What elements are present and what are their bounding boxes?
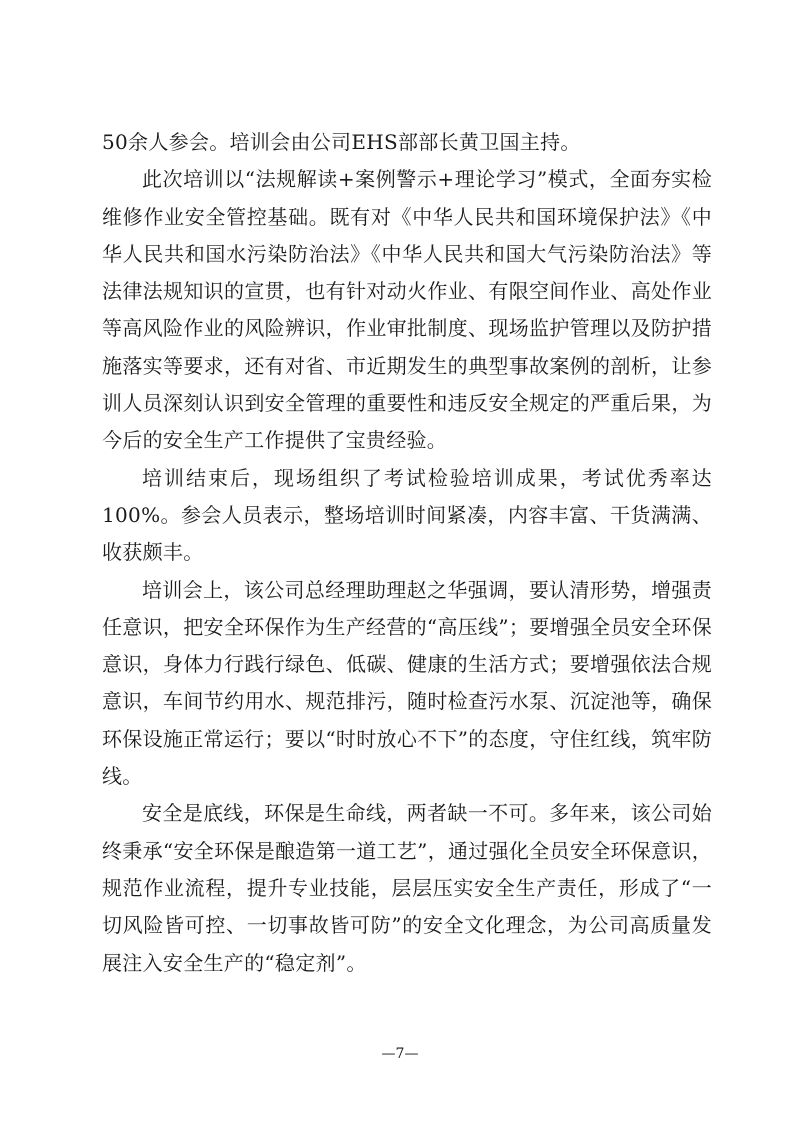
paragraph-exam-results: 培训结束后，现场组织了考试检验培训成果，考试优秀率达100%。参会人员表示，整场培训时间紧凑，内容丰富、干货满满、收获颇丰。	[102, 465, 712, 565]
page-number: —7—	[381, 1046, 419, 1062]
body-text	[102, 124, 712, 982]
paragraph-manager-remarks: 培训会上，该公司总经理助理赵之华强调，要认清形势，增强责任意识，把安全环保作为生产经营的“高压线”；要增强全员安全环保意识，身体力行践行绿色、低碳、健康的生活方式；要增强依法合规意识，车间节约用水、规范排污，随时检查污水泵、沉淀池等，确保环保设施正常运行；要以“时时放心不下”的态度，守住红线，筑牢防线。	[102, 577, 712, 789]
paragraph-continuation: 50余人参会。培训会由公司EHS部部长黄卫国主持。	[102, 130, 581, 154]
paragraph-training-content: 此次培训以“法规解读+案例警示+理论学习”模式，全面夯实检维修作业安全管控基础。既有对《中华人民共和国环境保护法》《中华人民共和国水污染防治法》《中华人民共和国大气污染防治法》等法律法规知识的宣贯，也有针对动火作业、有限空间作业、高处作业等高风险作业的风险辨识，作业审批制度、现场监护管理以及防护措施落实等要求，还有对省、市近期发生的典型事故案例的剖析，让参训人员深刻认识到安全管理的重要性和违反安全规定的严重后果，为今后的安全生产工作提供了宝贵经验。	[102, 167, 712, 453]
paragraph-conclusion: 安全是底线，环保是生命线，两者缺一不可。多年来，该公司始终秉承“安全环保是酿造第一道工艺”，通过强化全员安全环保意识，规范作业流程，提升专业技能，层层压实安全生产责任，形成了“一切风险皆可控、一切事故皆可防”的安全文化理念，为公司高质量发展注入安全生产的“稳定剂”。	[102, 801, 712, 975]
